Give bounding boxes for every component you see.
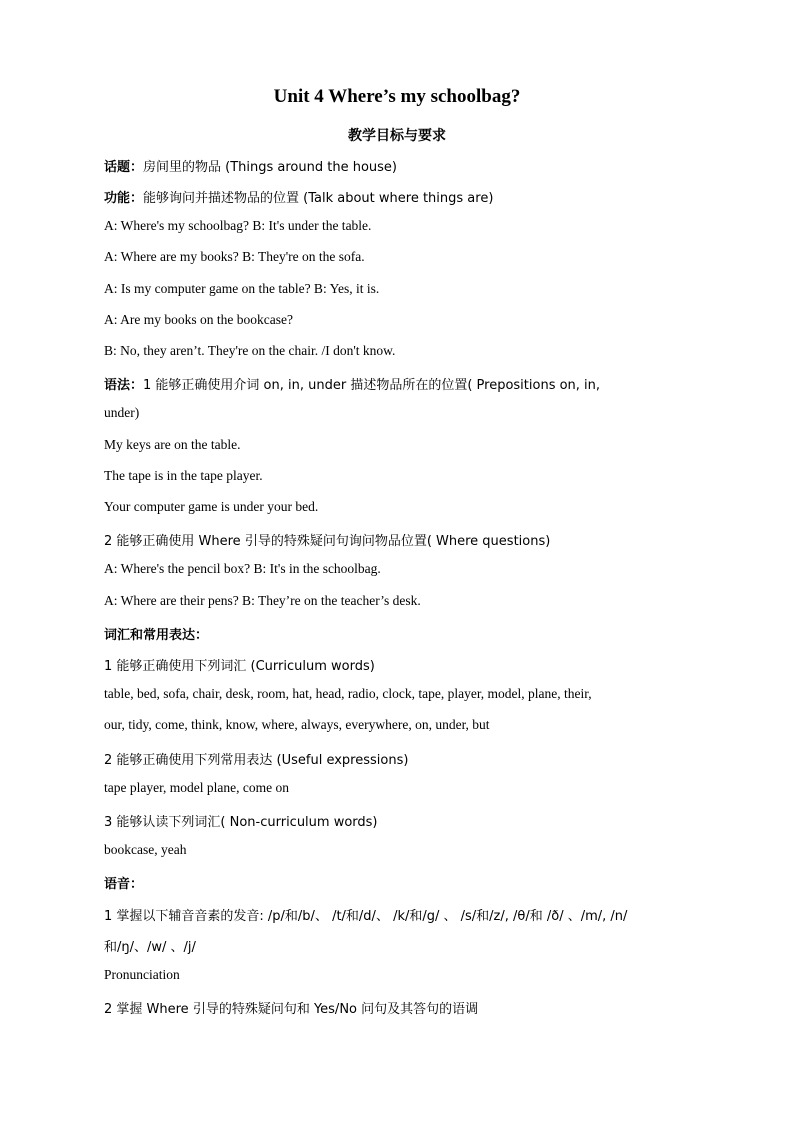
dialogue-line: A: Where are my books? B: They're on the sofa. <box>104 249 365 264</box>
pronunciation-label: 语音： <box>104 877 144 892</box>
vocabulary-item3: 3 能够认读下列词汇( Non-curriculum words) <box>104 815 378 830</box>
grammar-example: The tape is in the tape player. <box>104 468 263 483</box>
vocabulary-item1: 1 能够正确使用下列词汇 (Curriculum words) <box>104 659 375 674</box>
grammar-example: A: Where are their pens? B: They’re on the teacher’s desk. <box>104 593 421 608</box>
pronunciation-word: Pronunciation <box>104 967 180 982</box>
grammar-point1-cont: under) <box>104 405 140 420</box>
function-line <box>104 187 493 206</box>
grammar-example: A: Where's the pencil box? B: It's in the schoolbag. <box>104 561 381 576</box>
dialogue-line: A: Where's my schoolbag? B: It's under the table. <box>104 218 372 233</box>
vocabulary-words: our, tidy, come, think, know, where, always, everywhere, on, under, but <box>104 717 490 732</box>
function-label: 功能： <box>104 191 144 206</box>
dialogue-line: A: Are my books on the bookcase? <box>104 312 293 327</box>
page-title: Unit 4 Where’s my schoolbag? <box>273 86 521 107</box>
vocabulary-expressions: tape player, model plane, come on <box>104 780 290 795</box>
grammar-point1: 1 能够正确使用介词 on, in, under 描述物品所在的位置( Prepositions on, in, <box>143 378 601 393</box>
pronunciation-heading <box>104 873 143 892</box>
vocabulary-heading <box>104 624 208 643</box>
grammar-example: Your computer game is under your bed. <box>104 499 319 514</box>
dialogue-line: B: No, they aren’t. They're on the chair. /I don't know. <box>104 343 396 358</box>
topic-line <box>104 156 397 175</box>
vocabulary-words: table, bed, sofa, chair, desk, room, hat, head, radio, clock, tape, player, model, plane, their, <box>104 686 592 701</box>
topic-label: 话题： <box>104 160 144 175</box>
vocabulary-label: 词汇和常用表达： <box>104 628 209 643</box>
pronunciation-item1: 1 掌握以下辅音音素的发音: /p/和/b/、 /t/和/d/、 /k/和/g/ 、 /s/和/z/, /θ/和 /ð/ 、/m/, /n/ <box>104 909 628 924</box>
dialogue-line: A: Is my computer game on the table? B: Yes, it is. <box>104 281 380 296</box>
grammar-example: My keys are on the table. <box>104 437 241 452</box>
vocabulary-item2: 2 能够正确使用下列常用表达 (Useful expressions) <box>104 753 409 768</box>
grammar-line <box>104 374 600 393</box>
function-text: 能够询问并描述物品的位置 (Talk about where things are) <box>143 191 494 206</box>
vocabulary-noncurriculum: bookcase, yeah <box>104 842 187 857</box>
grammar-label: 语法： <box>104 378 144 393</box>
topic-text: 房间里的物品 (Things around the house) <box>143 160 397 175</box>
pronunciation-item2: 2 掌握 Where 引导的特殊疑问句和 Yes/No 问句及其答句的语调 <box>104 1002 479 1017</box>
pronunciation-item1-cont: 和/ŋ/、/w/ 、/j/ <box>104 940 196 955</box>
section-subtitle: 教学目标与要求 <box>348 128 446 144</box>
grammar-point2: 2 能够正确使用 Where 引导的特殊疑问句询问物品位置( Where questions) <box>104 534 551 549</box>
